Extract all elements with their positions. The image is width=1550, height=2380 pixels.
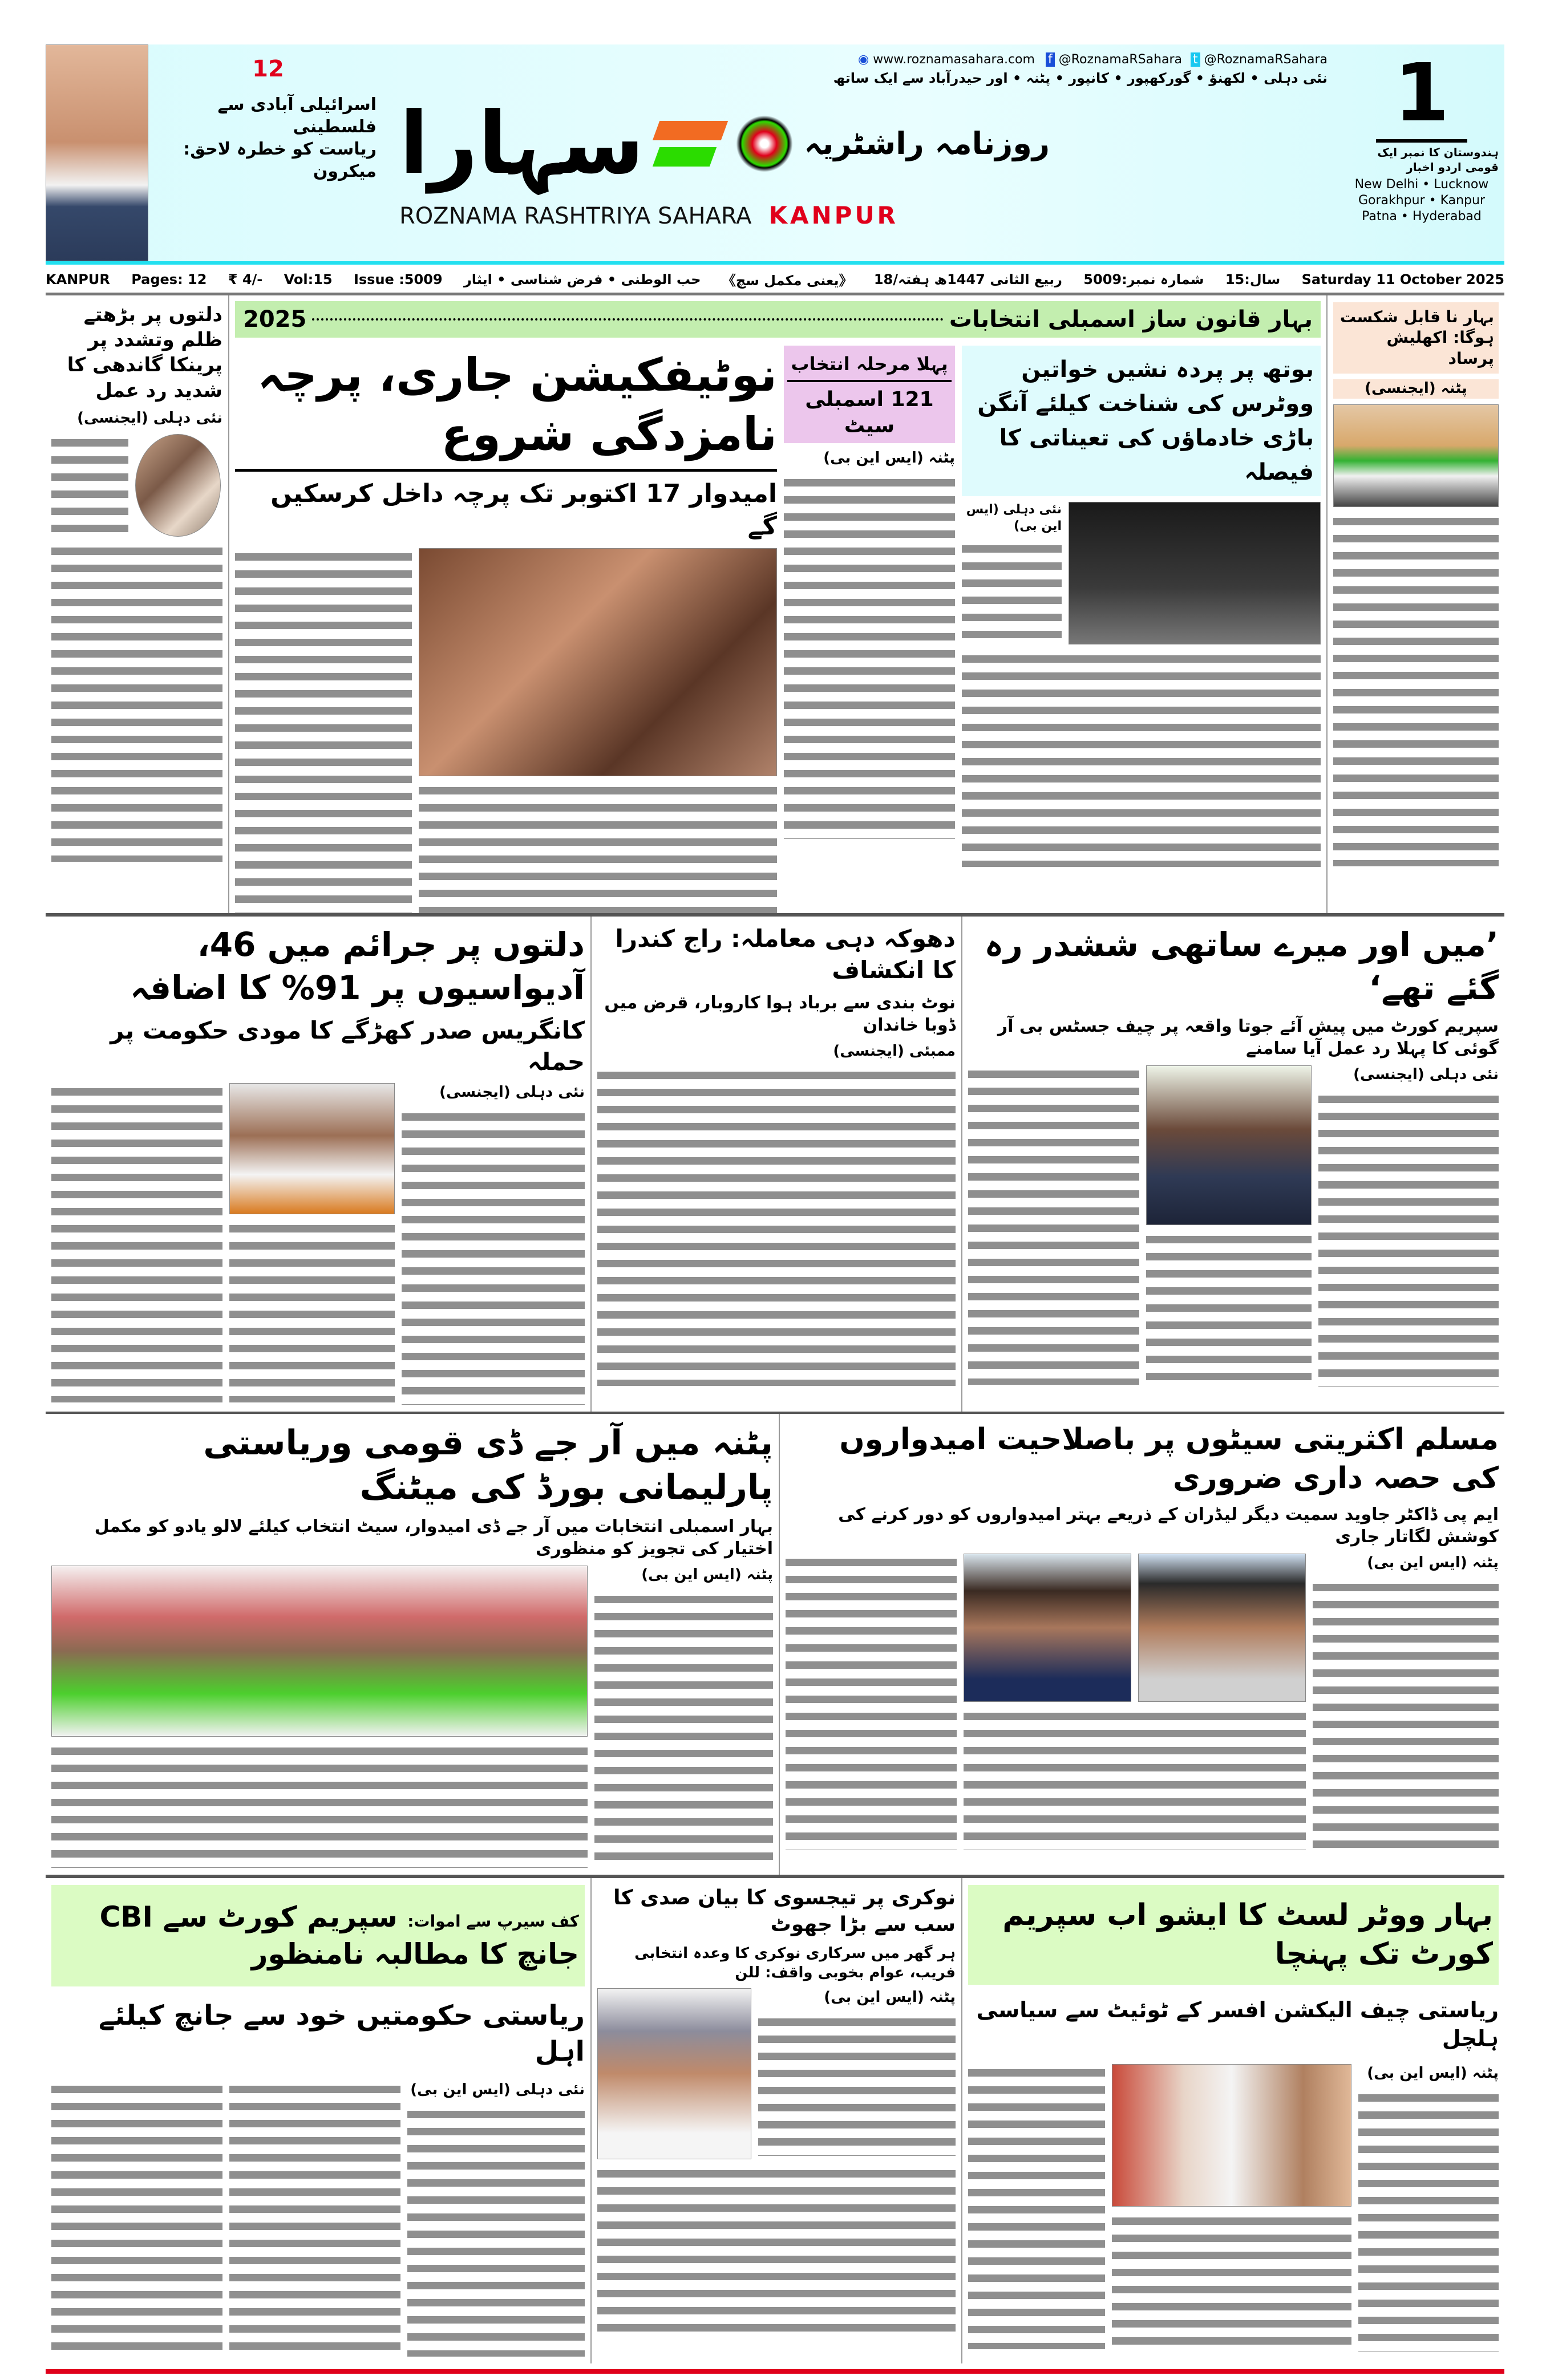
twitter-icon: t [1191,52,1200,67]
dateline-bar: KANPUR Pages: 12 ₹ 4/- Vol:15 Issue :5009 حب الوطنی • فرض شناسی • ایثار 《یعنی مکمل سچ》 18/ربیع الثانی 1447ھ ہفتہ شمارہ نمبر:5009 سال:15 Saturday 11 October 2025 [46,269,1504,295]
story-kundra[interactable]: دھوکہ دہی معاملہ: راج کندرا کا انکشاف نوٹ بندی سے برباد ہوا کاروبار، قرض میں ڈوبا خاندان ممبئی (ایجنسی) [590,917,961,1412]
social-links [399,52,1328,67]
number-one-badge: 1 [1376,48,1467,143]
second-section [46,917,1504,1412]
title-english: ROZNAMA RASHTRIYA SAHARA [399,203,752,229]
story-cji[interactable]: ’میں اور میرے ساتھی ششدر رہ گئے تھے‘ سپریم کورٹ میں پیش آئے جوتا واقعہ پر چیف جسٹس بی آر گوئی کا پہلا رد عمل آیا سامنے نئی دہلی (ایجنسی) [961,917,1504,1412]
facebook-icon: f [1046,52,1055,67]
title-small: روزنامہ راشٹریہ [804,125,1050,161]
story-tejashwi[interactable]: نوکری پر تیجسوی کا بیان صدی کا سب سے بڑا جھوٹ ہر گھر میں سرکاری نوکری کا وعدہ انتخابی فریب، عوام بخوبی واقف: للن پٹنہ (ایس این بی) [590,1878,961,2363]
globe-icon: ◉ [858,52,869,67]
burqa-women-photo [1069,502,1321,644]
mp-javed-photo [964,1554,1131,1702]
story-voter-list[interactable]: بہار ووٹر لسٹ کا ایشو اب سپریم کورٹ تک پہنچا ریاستی چیف الیکشن افسر کے ٹوئیٹ سے سیاسی ہلچل پٹنہ (ایس این بی) [961,1878,1504,2363]
story-akhilesh[interactable]: بہار نا قابل شکست ہوگا: اکھلیش پرساد پٹنہ (ایجنسی) [1326,295,1504,913]
story-phase-body[interactable]: پٹنہ (ایس این بی) [784,449,955,839]
story-priyanka[interactable]: دلتوں پر بڑھتے ظلم وتشدد پر پرینکا گاندھی کا شدید رد عمل نئی دہلی (ایجنسی) [46,295,228,913]
phase-box: پہلا مرحلہ انتخاب 121 اسمبلی سیٹ [784,346,955,443]
twitter-link[interactable]: @RoznamaRSahara [1204,52,1328,67]
rjd-meeting-photo [51,1566,588,1737]
story-cough-syrup-cbi[interactable]: کف سیرپ سے اموات: سپریم کورٹ سے CBI جانچ کا مطالبہ نامنظور ریاستی حکومتیں خود سے جانچ کیلئے اہل نئی دہلی (ایس این بی) [46,1878,590,2363]
election-banner: بہار قانون ساز اسمبلی انتخابات 2025 [235,301,1321,338]
website-link[interactable]: www.roznamasahara.com [873,52,1035,67]
masthead-center [388,44,1339,261]
inked-finger-photo [419,548,777,776]
editions-urdu: نئی دہلی • لکھنؤ • گورکھپور • کانپور • پٹنہ • اور حیدرآباد سے ایک ساتھ [833,70,1328,86]
teaser-headline[interactable]: اسرائیلی آبادی سے فلسطینی ریاست کو خطرہ لاحق: میکرون [183,95,377,181]
top-section [46,295,1504,913]
bottom-rule [46,2369,1504,2374]
kharge-photo [229,1083,395,1214]
newspaper-logo: سہارا [399,94,645,193]
story-kharge[interactable]: دلتوں پر جرائم میں 46، آدیواسیوں پر 91% کا اضافہ کانگریس صدر کھڑگے کا مودی حکومت پر حملہ نئی دہلی (ایجنسی) [46,917,590,1412]
masthead [46,44,1504,265]
teaser[interactable] [148,44,388,261]
story-notification[interactable]: نوٹیفکیشن جاری، پرچہ نامزدگی شروع امیدوار 17 اکتوبر تک پرچہ داخل کرسکیں گے [235,346,777,913]
teaser-page-number[interactable]: 12 [252,56,284,82]
third-section [46,1414,1504,1875]
editions-english: New Delhi • Lucknow Gorakhpur • Kanpur Patna • Hyderabad [1354,177,1489,224]
flag-green [652,147,716,167]
election-commission-photo [1112,2064,1351,2207]
story-booth[interactable]: بوتھ پر پردہ نشیں خواتین ووٹرس کی شناخت کیلئے آنگن باڑی خادماؤں کی تعیناتی کا فیصلہ نئی دہلی (ایس این بی) [962,346,1321,867]
edition-label: KANPUR [768,201,899,229]
flag-saffron [652,121,727,140]
badge-text: ہندوستان کا نمبر ایک قومی اردو اخبار [1377,145,1499,174]
priyanka-photo [135,434,221,537]
chief-justice-photo [1146,1065,1312,1225]
fourth-section [46,1878,1504,2363]
story-muslim-seats[interactable]: مسلم اکثریتی سیٹوں پر باصلاحیت امیدواروں کی حصہ داری ضروری ایم پی ڈاکٹر جاوید سمیت دیگر لیڈران کے ذریعے بہتر امیدواروں کو دور کرنے کی کوشش لگاتار جاری پٹنہ (ایس این بی) [779,1414,1504,1875]
lalan-singh-photo [597,1988,751,2159]
leader-photo [1138,1554,1306,1702]
sahara-logo-emblem [736,115,793,172]
badge [1339,44,1504,261]
story-rjd[interactable]: پٹنہ میں آر جے ڈی قومی وریاستی پارلیمانی بورڈ کی میٹنگ بہار اسمبلی انتخابات میں آر جے ڈی امیدوار، سیٹ انتخاب کیلئے لالو یادو کو مکمل اختیار کی تجویز کو منظوری پٹنہ (ایس این بی) [46,1414,779,1875]
facebook-link[interactable]: @RoznamaRSahara [1058,52,1183,67]
macron-photo [46,44,148,261]
congress-press-photo [1333,404,1499,507]
